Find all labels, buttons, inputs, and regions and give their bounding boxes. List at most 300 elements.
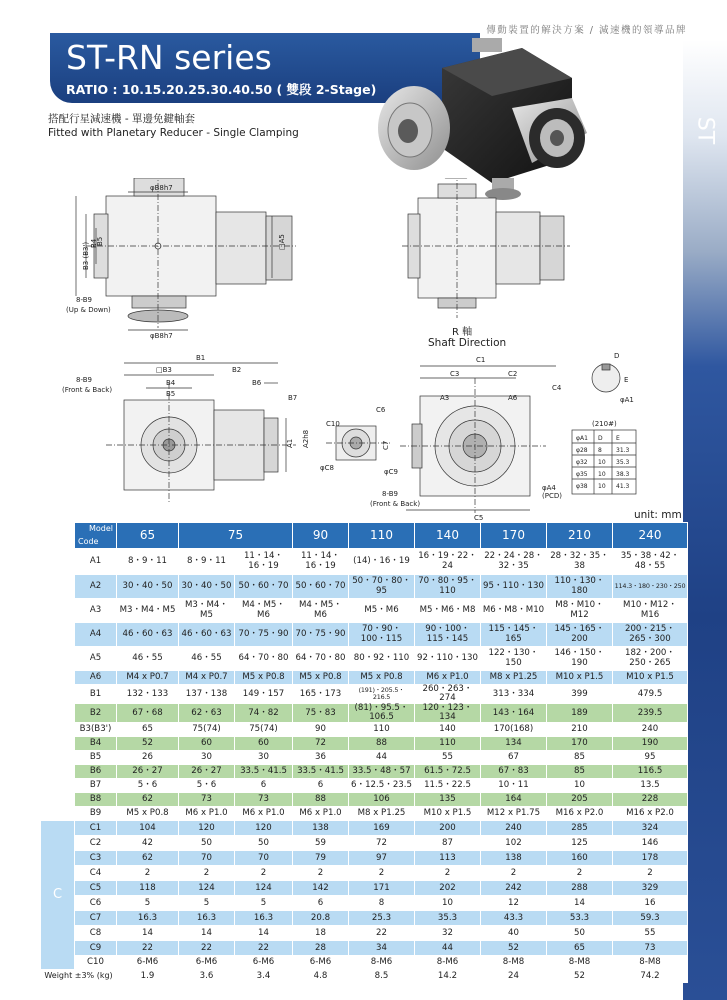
row-code: C6: [75, 896, 117, 911]
label-b1: B1: [196, 354, 206, 362]
table-cell: 138: [293, 821, 349, 836]
table-cell: 16.3: [235, 911, 293, 926]
table-cell: 106: [349, 793, 415, 807]
table-cell: 146: [613, 836, 688, 851]
table-row: [41, 575, 688, 599]
table-cell: 70・90・100・115: [349, 623, 415, 647]
key-table-cell: 8: [598, 447, 602, 454]
table-cell: 2: [179, 866, 235, 881]
table-cell: 14: [547, 896, 613, 911]
row-code: A4: [75, 623, 117, 647]
table-row: [41, 647, 688, 671]
row-code: A2: [75, 575, 117, 599]
table-cell: 260・263・274: [415, 685, 481, 704]
table-cell: M5 x P0.8: [349, 671, 415, 685]
table-cell: 13.5: [613, 779, 688, 793]
table-row: [41, 779, 688, 793]
table-cell: 479.5: [613, 685, 688, 704]
table-cell: (191)・205.5・216.5: [349, 685, 415, 704]
key-table-cell: 10: [598, 459, 606, 466]
label-d: D: [614, 352, 620, 360]
table-row: [41, 956, 688, 970]
table-cell: 22: [179, 941, 235, 956]
table-cell: 36: [293, 751, 349, 765]
table-cell: 120・123・134: [415, 704, 481, 723]
table-cell: 8-M6: [415, 956, 481, 970]
key-table-cell: φ35: [576, 471, 588, 478]
row-code: B7: [75, 779, 117, 793]
table-row: [41, 881, 688, 896]
weight-cell: 1.9: [117, 970, 179, 983]
row-code: C3: [75, 851, 117, 866]
row-code: B6: [75, 765, 117, 779]
table-cell: 242: [481, 881, 547, 896]
model-header: 110: [349, 523, 415, 549]
table-cell: M3・M4・M5: [179, 599, 235, 623]
label-b3-box: □B3: [156, 366, 172, 374]
label-b6: B6: [252, 379, 262, 387]
table-cell: 171: [349, 881, 415, 896]
table-cell: 118: [117, 881, 179, 896]
table-cell: 8・9・11: [117, 549, 179, 575]
weight-cell: 8.5: [349, 970, 415, 983]
table-cell: 113: [415, 851, 481, 866]
table-cell: 44: [415, 941, 481, 956]
table-cell: 399: [547, 685, 613, 704]
table-cell: M10 x P1.5: [415, 807, 481, 821]
table-cell: 22: [235, 941, 293, 956]
table-cell: 46・55: [117, 647, 179, 671]
table-cell: 30: [235, 751, 293, 765]
table-cell: M6 x P1.0: [235, 807, 293, 821]
table-cell: 104: [117, 821, 179, 836]
table-cell: 46・55: [179, 647, 235, 671]
model-header: 240: [613, 523, 688, 549]
table-cell: 46・60・63: [179, 623, 235, 647]
table-cell: 135: [415, 793, 481, 807]
table-cell: 25.3: [349, 911, 415, 926]
table-cell: (14)・16・19: [349, 549, 415, 575]
table-cell: 124: [179, 881, 235, 896]
row-code: C1: [75, 821, 117, 836]
table-cell: 73: [179, 793, 235, 807]
table-cell: M4・M5・M6: [293, 599, 349, 623]
table-cell: 2: [481, 866, 547, 881]
table-cell: 102: [481, 836, 547, 851]
row-code: B5: [75, 751, 117, 765]
table-cell: 18: [293, 926, 349, 941]
table-cell: 90・100・115・145: [415, 623, 481, 647]
table-cell: 329: [613, 881, 688, 896]
table-cell: 313・334: [481, 685, 547, 704]
table-cell: 6: [235, 779, 293, 793]
table-cell: 95: [613, 751, 688, 765]
table-cell: M3・M4・M5: [117, 599, 179, 623]
group-label: A: [41, 549, 75, 685]
table-cell: 12: [481, 896, 547, 911]
table-cell: 55: [613, 926, 688, 941]
label-b8-top: φB8h7: [150, 184, 173, 192]
table-cell: 200: [415, 821, 481, 836]
spec-table-body: [41, 549, 688, 983]
table-cell: 16.3: [117, 911, 179, 926]
table-cell: M5 x P0.8: [235, 671, 293, 685]
table-cell: 137・138: [179, 685, 235, 704]
label-b9-updown: 8-B9: [76, 296, 92, 304]
table-cell: 142: [293, 881, 349, 896]
table-cell: M5 x P0.8: [293, 671, 349, 685]
table-row: [41, 723, 688, 737]
table-cell: 149・157: [235, 685, 293, 704]
table-cell: 34: [349, 941, 415, 956]
model-header: 210: [547, 523, 613, 549]
table-cell: 6-M6: [117, 956, 179, 970]
table-row: [41, 926, 688, 941]
table-cell: 80・92・110: [349, 647, 415, 671]
row-code: C10: [75, 956, 117, 970]
table-cell: 240: [481, 821, 547, 836]
table-cell: M16 x P2.0: [547, 807, 613, 821]
label-frontback2: (Front & Back): [370, 500, 421, 508]
table-cell: M6 x P1.0: [293, 807, 349, 821]
label-a4: φA4: [542, 484, 556, 492]
unit-label: unit: mm: [634, 509, 682, 521]
table-cell: 67: [481, 751, 547, 765]
table-cell: 75(74): [235, 723, 293, 737]
key-table-cell: 35.3: [616, 459, 630, 466]
table-cell: 114.3・180・230・250: [613, 575, 688, 599]
table-cell: 10: [415, 896, 481, 911]
label-c1: C1: [476, 356, 486, 364]
weight-cell: 4.8: [293, 970, 349, 983]
model-header: 65: [117, 523, 179, 549]
key-table-cell: 10: [598, 471, 606, 478]
weight-cell: 52: [547, 970, 613, 983]
table-cell: M16 x P2.0: [613, 807, 688, 821]
model-header: 90: [293, 523, 349, 549]
table-cell: 87: [415, 836, 481, 851]
row-code: A6: [75, 671, 117, 685]
table-cell: 70・75・90: [293, 623, 349, 647]
table-cell: 16: [613, 896, 688, 911]
key-table-cell: 41.3: [616, 483, 630, 490]
spec-table: [40, 522, 688, 983]
table-cell: 120: [235, 821, 293, 836]
table-cell: 52: [117, 737, 179, 751]
table-cell: 46・60・63: [117, 623, 179, 647]
key-table-header: D: [598, 435, 603, 442]
table-cell: 70・75・90: [235, 623, 293, 647]
table-cell: 61.5・72.5: [415, 765, 481, 779]
label-c9: φC9: [384, 468, 398, 476]
model-header: 140: [415, 523, 481, 549]
table-row: [41, 623, 688, 647]
label-b8-bottom: φB8h7: [150, 332, 173, 340]
label-c8: φC8: [320, 464, 334, 472]
label-b9-fb: 8-B9: [76, 376, 92, 384]
table-cell: 182・200・250・265: [613, 647, 688, 671]
row-code: C8: [75, 926, 117, 941]
table-cell: 138: [481, 851, 547, 866]
table-cell: M5・M6・M8: [415, 599, 481, 623]
key-table-header: E: [616, 435, 620, 442]
subtitle-cn: 搭配行星減速機 - 單邊免鍵軸套: [48, 113, 195, 125]
table-cell: 35・38・42・48・55: [613, 549, 688, 575]
table-cell: 140: [415, 723, 481, 737]
weight-cell: 14.2: [415, 970, 481, 983]
table-cell: 202: [415, 881, 481, 896]
table-row: [41, 751, 688, 765]
table-cell: 164: [481, 793, 547, 807]
table-cell: M10 x P1.5: [613, 671, 688, 685]
table-cell: 8-M8: [613, 956, 688, 970]
table-cell: 64・70・80: [235, 647, 293, 671]
row-code: A3: [75, 599, 117, 623]
table-cell: 285: [547, 821, 613, 836]
table-cell: 30・40・50: [117, 575, 179, 599]
table-cell: M4 x P0.7: [179, 671, 235, 685]
table-cell: 33.5・48・57: [349, 765, 415, 779]
table-cell: 170: [547, 737, 613, 751]
label-b9-fb2: 8-B9: [382, 490, 398, 498]
row-code: C9: [75, 941, 117, 956]
table-cell: 2: [613, 866, 688, 881]
table-cell: 88: [293, 793, 349, 807]
table-cell: 32: [415, 926, 481, 941]
table-cell: 165・173: [293, 685, 349, 704]
row-code: B1: [75, 685, 117, 704]
table-cell: 110・130・180: [547, 575, 613, 599]
table-cell: 132・133: [117, 685, 179, 704]
label-c7: C7: [382, 440, 390, 450]
table-cell: 28・32・35・38: [547, 549, 613, 575]
table-cell: 190: [613, 737, 688, 751]
label-b3: B3 (B3'): [82, 241, 90, 270]
tagline: 傳動裝置的解決方案 / 減速機的領導品牌: [486, 25, 687, 36]
table-cell: 189: [547, 704, 613, 723]
key-table-title: (210#): [592, 420, 617, 428]
table-row: [41, 851, 688, 866]
table-row: [41, 896, 688, 911]
table-row: [41, 821, 688, 836]
table-cell: 210: [547, 723, 613, 737]
table-cell: 22: [349, 926, 415, 941]
table-cell: 14: [235, 926, 293, 941]
table-cell: 2: [117, 866, 179, 881]
key-table-header: φA1: [576, 435, 588, 442]
row-code: C2: [75, 836, 117, 851]
table-row: [41, 671, 688, 685]
table-cell: 88: [349, 737, 415, 751]
group-label: C: [41, 821, 75, 970]
table-cell: (81)・95.5・106.5: [349, 704, 415, 723]
table-row: [41, 836, 688, 851]
table-cell: 146・150・190: [547, 647, 613, 671]
label-c2: C2: [508, 370, 518, 378]
table-cell: 10・11: [481, 779, 547, 793]
table-cell: 125: [547, 836, 613, 851]
label-a3: A3: [440, 394, 450, 402]
table-cell: 145・165・200: [547, 623, 613, 647]
table-cell: 8-M8: [547, 956, 613, 970]
table-cell: 324: [613, 821, 688, 836]
table-cell: 8: [349, 896, 415, 911]
key-table-cell: 10: [598, 483, 606, 490]
table-cell: 59.3: [613, 911, 688, 926]
label-b4: B4: [90, 238, 98, 248]
table-cell: 28: [293, 941, 349, 956]
table-cell: 67・83: [481, 765, 547, 779]
table-cell: 2: [235, 866, 293, 881]
table-row: [41, 704, 688, 723]
row-code: B8: [75, 793, 117, 807]
row-code: A1: [75, 549, 117, 575]
table-cell: 11・14・16・19: [235, 549, 293, 575]
table-cell: 26: [117, 751, 179, 765]
label-a2: A2h8: [302, 429, 310, 448]
table-cell: 124: [235, 881, 293, 896]
table-cell: 2: [293, 866, 349, 881]
label-a6: A6: [508, 394, 518, 402]
table-cell: 50: [547, 926, 613, 941]
table-row: [41, 866, 688, 881]
table-cell: 14: [179, 926, 235, 941]
label-b4-h: B4: [166, 379, 176, 387]
table-cell: 35.3: [415, 911, 481, 926]
label-b7: B7: [288, 394, 298, 402]
table-cell: 85: [547, 765, 613, 779]
table-cell: 53.3: [547, 911, 613, 926]
weight-cell: 3.6: [179, 970, 235, 983]
table-cell: 6: [293, 896, 349, 911]
table-cell: 30・40・50: [179, 575, 235, 599]
table-cell: 43.3: [481, 911, 547, 926]
table-cell: 50・70・80・95: [349, 575, 415, 599]
table-cell: 288: [547, 881, 613, 896]
row-code: B2: [75, 704, 117, 723]
table-cell: 70: [179, 851, 235, 866]
table-cell: M6・M8・M10: [481, 599, 547, 623]
label-updown: (Up & Down): [66, 306, 111, 314]
table-cell: 59: [293, 836, 349, 851]
table-cell: 75・83: [293, 704, 349, 723]
table-row: [41, 685, 688, 704]
table-cell: 26・27: [117, 765, 179, 779]
table-cell: 10: [547, 779, 613, 793]
table-cell: M6 x P1.0: [179, 807, 235, 821]
table-cell: 5: [179, 896, 235, 911]
table-cell: 5・6: [117, 779, 179, 793]
table-cell: 205: [547, 793, 613, 807]
model-header: 75: [179, 523, 293, 549]
table-cell: 62: [117, 851, 179, 866]
table-cell: 26・27: [179, 765, 235, 779]
table-cell: 62・63: [179, 704, 235, 723]
table-cell: 5: [235, 896, 293, 911]
table-cell: 33.5・41.5: [235, 765, 293, 779]
table-cell: 160: [547, 851, 613, 866]
row-code: C4: [75, 866, 117, 881]
row-code: C5: [75, 881, 117, 896]
table-cell: 5: [117, 896, 179, 911]
key-table-cell: 38.3: [616, 471, 630, 478]
table-cell: 33.5・41.5: [293, 765, 349, 779]
shaft-caption-cn: R 軸: [452, 327, 473, 338]
table-cell: 116.5: [613, 765, 688, 779]
weight-cell: 3.4: [235, 970, 293, 983]
table-cell: M8・M10・M12: [547, 599, 613, 623]
table-row: [41, 599, 688, 623]
label-c4: C4: [552, 384, 562, 392]
table-cell: 90: [293, 723, 349, 737]
model-header: 170: [481, 523, 547, 549]
row-code: A5: [75, 647, 117, 671]
table-cell: M8 x P1.25: [481, 671, 547, 685]
table-cell: 42: [117, 836, 179, 851]
table-row: [41, 793, 688, 807]
table-cell: 85: [547, 751, 613, 765]
table-cell: 50: [235, 836, 293, 851]
label-b5-h: B5: [166, 390, 176, 398]
table-cell: 11・14・16・19: [293, 549, 349, 575]
table-cell: 44: [349, 751, 415, 765]
label-b5: B5: [96, 236, 104, 246]
table-cell: 2: [415, 866, 481, 881]
table-cell: 74・82: [235, 704, 293, 723]
row-code: B9: [75, 807, 117, 821]
table-cell: M10 x P1.5: [547, 671, 613, 685]
table-cell: 50: [179, 836, 235, 851]
table-cell: 73: [613, 941, 688, 956]
table-cell: M10・M12・M16: [613, 599, 688, 623]
weight-label: Weight ±3% (kg): [41, 970, 117, 983]
label-a5: □A5: [278, 234, 286, 250]
table-cell: 11.5・22.5: [415, 779, 481, 793]
weight-cell: 74.2: [613, 970, 688, 983]
table-cell: 92・110・130: [415, 647, 481, 671]
table-cell: 6-M6: [235, 956, 293, 970]
label-c10: C10: [326, 420, 340, 428]
table-cell: M4 x P0.7: [117, 671, 179, 685]
table-cell: 14: [117, 926, 179, 941]
page-title: ST-RN series: [66, 38, 272, 77]
technical-drawings: [46, 178, 696, 523]
table-row: [41, 807, 688, 821]
label-c5: C5: [474, 514, 484, 522]
table-cell: 2: [349, 866, 415, 881]
table-cell: 30: [179, 751, 235, 765]
label-pcd: (PCD): [542, 492, 562, 500]
label-a1: A1: [286, 438, 294, 448]
table-row: [41, 911, 688, 926]
code-label: Code: [78, 536, 99, 546]
model-label: Model: [88, 524, 113, 533]
group-label: B: [41, 685, 75, 821]
table-cell: 70: [235, 851, 293, 866]
table-cell: 50・60・70: [235, 575, 293, 599]
table-cell: 65: [117, 723, 179, 737]
table-cell: 110: [349, 723, 415, 737]
ratio-text: RATIO : 10.15.20.25.30.40.50 ( 雙段 2-Stage): [66, 82, 377, 97]
table-cell: 169: [349, 821, 415, 836]
table-row: [41, 765, 688, 779]
row-code: C7: [75, 911, 117, 926]
weight-cell: 24: [481, 970, 547, 983]
table-cell: 122・130・150: [481, 647, 547, 671]
weight-row: [41, 970, 688, 983]
table-row: [41, 549, 688, 575]
table-cell: 2: [547, 866, 613, 881]
